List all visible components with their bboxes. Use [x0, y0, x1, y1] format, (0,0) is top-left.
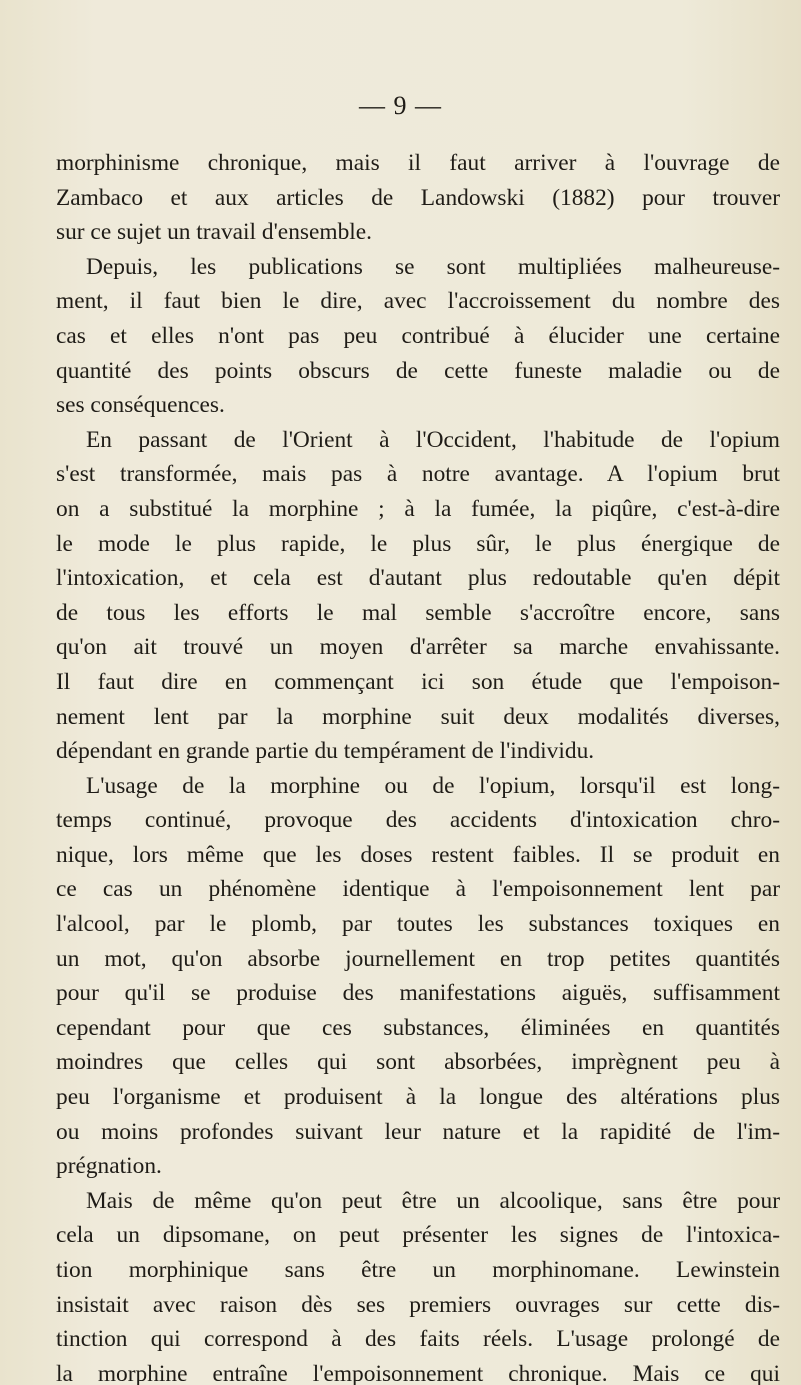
text-line: Zambaco et aux articles de Landowski (1882) pour trouver	[56, 184, 780, 211]
text-line: sur ce sujet un travail d'ensemble.	[56, 219, 372, 246]
text-line: pour qu'il se produise des manifestations aiguës, suffisamment	[56, 980, 780, 1007]
text-line: l'intoxication, et cela est d'autant plus redoutable qu'en dépit	[56, 565, 780, 592]
text-line: la morphine entraîne l'empoisonnement chronique. Mais ce qui	[56, 1360, 780, 1385]
text-line: ce cas un phénomène identique à l'empoisonnement lent par	[56, 876, 780, 903]
text-line: on a substitué la morphine ; à la fumée, la piqûre, c'est-à-dire	[56, 495, 780, 522]
text-line: quantité des points obscurs de cette funeste maladie ou de	[56, 357, 780, 384]
text-line: peu l'organisme et produisent à la longue des altérations plus	[56, 1084, 780, 1111]
text-line: Depuis, les publications se sont multipliées malheureuse-	[86, 253, 780, 280]
text-line: cependant pour que ces substances, éliminées en quantités	[56, 1014, 780, 1041]
text-line: morphinisme chronique, mais il faut arriver à l'ouvrage de	[56, 150, 780, 176]
text-line: cas et elles n'ont pas peu contribué à élucider une certaine	[56, 322, 780, 349]
text-line: Mais de même qu'on peut être un alcoolique, sans être pour	[86, 1187, 780, 1214]
body-text	[56, 146, 780, 1385]
text-line: nique, lors même que les doses restent faibles. Il se produit en	[56, 841, 780, 868]
text-line: tinction qui correspond à des faits réels. L'usage prolongé de	[56, 1326, 780, 1353]
text-line: le mode le plus rapide, le plus sûr, le plus énergique de	[56, 530, 780, 557]
text-line: Il faut dire en commençant ici son étude que l'empoison-	[56, 668, 780, 695]
text-line: prégnation.	[56, 1153, 162, 1180]
text-line: s'est transformée, mais pas à notre avantage. A l'opium brut	[56, 461, 780, 488]
text-line: ment, il faut bien le dire, avec l'accroissement du nombre des	[56, 288, 780, 315]
text-line: cela un dipsomane, on peut présenter les signes de l'intoxica-	[56, 1222, 780, 1249]
text-line: dépendant en grande partie du tempérament de l'individu.	[56, 738, 595, 765]
text-line: l'alcool, par le plomb, par toutes les substances toxiques en	[56, 911, 780, 938]
text-line: En passant de l'Orient à l'Occident, l'habitude de l'opium	[86, 426, 780, 453]
text-line: tion morphinique sans être un morphinomane. Lewinstein	[56, 1257, 780, 1283]
page-number: — 9 —	[359, 91, 442, 120]
text-line: ses conséquences.	[56, 392, 225, 419]
text-line: insistait avec raison dès ses premiers ouvrages sur cette dis-	[56, 1291, 780, 1318]
text-line: L'usage de la morphine ou de l'opium, lorsqu'il est long-	[86, 772, 780, 799]
text-line: ou moins profondes suivant leur nature et la rapidité de l'im-	[56, 1118, 780, 1145]
text-line: nement lent par la morphine suit deux modalités diverses,	[56, 703, 780, 730]
text-line: moindres que celles qui sont absorbées, imprègnent peu à	[56, 1049, 780, 1076]
text-line: un mot, qu'on absorbe journellement en trop petites quantités	[56, 945, 780, 972]
text-line: de tous les efforts le mal semble s'accroître encore, sans	[56, 599, 780, 626]
text-line: temps continué, provoque des accidents d'intoxication chro-	[56, 807, 780, 834]
text-line: qu'on ait trouvé un moyen d'arrêter sa marche envahissante.	[56, 634, 780, 661]
